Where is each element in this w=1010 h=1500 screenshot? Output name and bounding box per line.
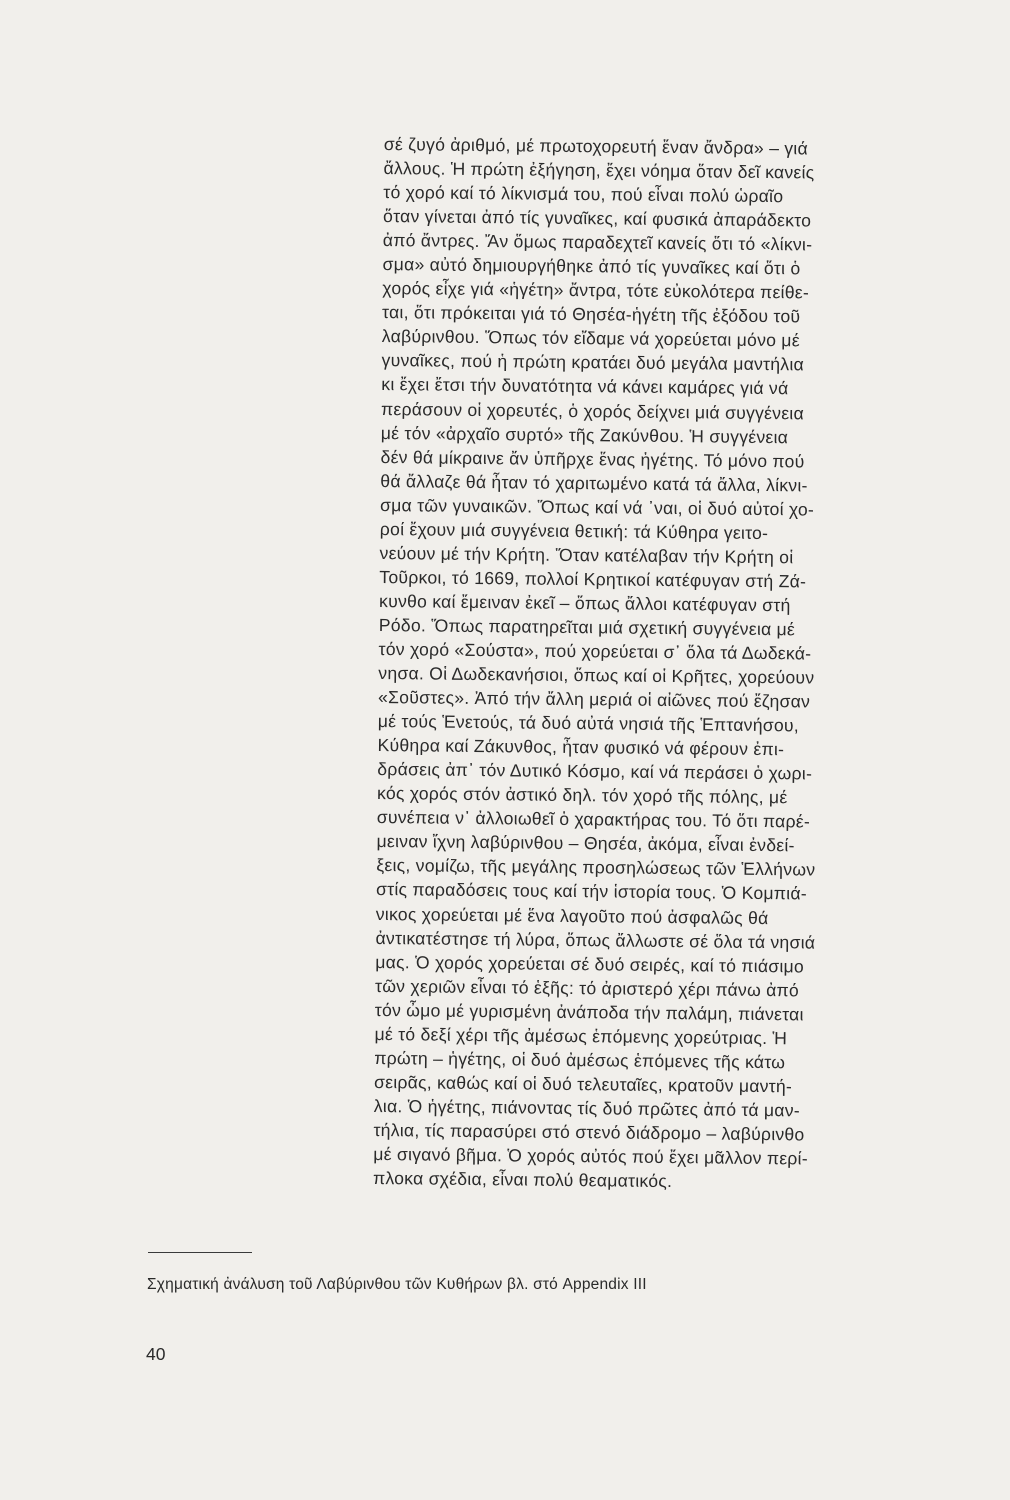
text-line: μας. Ὁ χορός χορεύεται σέ δυό σειρές, καί τό πιάσιμο: [375, 951, 805, 977]
text-line: πρώτη – ἡγέτης, οἱ δυό ἀμέσως ἑπόμενες τῆς κάτω: [374, 1047, 786, 1073]
text-line: μέ τό δεξί χέρι τῆς ἀμέσως ἑπόμενης χορεύτριας. Ἡ: [374, 1023, 788, 1049]
text-line: θά ἄλλαζε θά ἦταν τό χαριτωμένο κατά τά ἄλλα, λίκνι-: [380, 470, 808, 496]
text-line: περάσουν οἱ χορευτές, ὁ χορός δείχνει μιά συγγένεια: [380, 398, 805, 423]
text-line: ἀντικατέστησε τή λύρα, ὅπως ἄλλωστε σέ ὅλα τά νησιά: [375, 927, 816, 953]
text-line: Τοῦρκοι, τό 1669, πολλοί Κρητικοί κατέφυγαν στή Ζά-: [379, 566, 807, 592]
text-line: τόν ὦμο μέ γυρισμένη ἀνάποδα τήν παλάμη, πιάνεται: [374, 999, 804, 1025]
text-line: ται, ὅτι πρόκειται γιά τό Θησέα-ἡγέτη τῆς ἐξόδου τοῦ: [382, 302, 801, 327]
text-line: πλοκα σχέδια, εἶναι πολύ θεαματικός.: [372, 1167, 673, 1192]
text-line: τῶν χεριῶν εἶναι τό ἑξῆς: τό ἀριστερό χέρι πάνω ἀπό: [374, 975, 800, 1001]
text-line: στίς παραδόσεις τους καί τήν ἱστορία τους. Ὁ Κομπιά-: [375, 879, 808, 904]
text-line: μειναν ἴχνη λαβύρινθου – Θησέα, ἀκόμα, εἶναι ἐνδεί-: [376, 831, 795, 856]
text-line: λαβύρινθου. Ὅπως τόν εἴδαμε νά χορεύεται μόνο μέ: [381, 326, 800, 351]
text-line: Ρόδο. Ὅπως παρατηρεῖται μιά σχετική συγγένεια μέ: [378, 614, 796, 640]
text-line: δράσεις ἀπ᾽ τόν Δυτικό Κόσμο, καί νά περάσει ὁ χωρι-: [377, 759, 813, 784]
footnote: Σχηματική ἀνάλυση τοῦ Λαβύρινθου τῶν Κυθήρων βλ. στό Appendix III: [147, 1276, 647, 1293]
text-line: συνέπεια ν᾽ ἀλλοιωθεῖ ὁ χαρακτήρας του. Τό ὅτι παρέ-: [376, 807, 811, 832]
text-line: μέ σιγανό βῆμα. Ὁ χορός αὐτός πού ἔχει μᾶλλον περί-: [373, 1143, 809, 1169]
text-line: δέν θά μίκραινε ἄν ὑπῆρχε ἕνας ἡγέτης. Τό μόνο πού: [380, 446, 805, 472]
text-line: ὅταν γίνεται ἀπό τίς γυναῖκες, καί φυσικά ἀπαράδεκτο: [383, 206, 812, 231]
text-line: σειρᾶς, καθώς καί οἱ δυό τελευταῖες, κρατοῦν μαντή-: [373, 1071, 793, 1097]
text-line: μέ τούς Ἑνετούς, τά δυό αὐτά νησιά τῆς Ἑπτανήσου,: [377, 711, 800, 736]
text-line: Κύθηρα καί Ζάκυνθος, ἦταν φυσικό νά φέρουν ἐπι-: [377, 735, 785, 760]
footnote-separator: [148, 1252, 252, 1253]
text-line: νησα. Οἱ Δωδεκανήσιοι, ὅπως καί οἱ Κρῆτες, χορεύουν: [378, 663, 815, 688]
text-line: λια. Ὁ ἡγέτης, πιάνοντας τίς δυό πρῶτες ἀπό τά μαν-: [373, 1095, 801, 1121]
text-line: ἀπό ἄντρες. Ἄν ὅμως παραδεχτεῖ κανείς ὅτι τό «λίκνι-: [382, 230, 813, 255]
text-line: ἄλλους. Ἡ πρώτη ἐξήγηση, ἔχει νόημα ὅταν δεῖ κανείς: [383, 158, 815, 183]
text-line: κός χορός στόν ἀστικό δηλ. τόν χορό τῆς πόλης, μέ: [376, 783, 788, 808]
text-line: νικος χορεύεται μέ ἕνα λαγοῦτο πού ἀσφαλῶς θά: [375, 903, 769, 928]
text-line: μέ τόν «ἀρχαῖο συρτό» τῆς Ζακύνθου. Ἡ συγγένεια: [380, 422, 789, 447]
text-line: τήλια, τίς παρασύρει στό στενό διάδρομο – λαβύρινθο: [373, 1119, 805, 1145]
text-line: σμα» αὐτό δημιουργήθηκε ἀπό τίς γυναῖκες καί ὅτι ὁ: [382, 254, 801, 279]
text-line: γυναῖκες, πού ἡ πρώτη κρατάει δυό μεγάλα μαντήλια: [381, 350, 805, 375]
body-paragraph: [373, 132, 929, 1196]
text-line: ροί ἔχουν μιά συγγένεια θετική: τά Κύθηρα γειτο-: [379, 518, 769, 543]
text-line: «Σοῦστες». Ἀπό τήν ἄλλη μεριά οἱ αἰῶνες πού ἔζησαν: [377, 687, 811, 712]
text-line: τό χορό καί τό λίκνισμά του, πού εἶναι πολύ ὡραῖο: [383, 182, 784, 207]
text-line: ξεις, νομίζω, τῆς μεγάλης προσηλώσεως τῶν Ἑλλήνων: [376, 855, 816, 880]
text-line: κυνθο καί ἔμειναν ἐκεῖ – ὅπως ἄλλοι κατέφυγαν στή: [378, 590, 791, 616]
text-line: σέ ζυγό ἀριθμό, μέ πρωτοχορευτή ἕναν ἄνδρα» – γιά: [383, 133, 809, 159]
text-line: νεύουν μέ τήν Κρήτη. Ὅταν κατέλαβαν τήν Κρήτη οἱ: [379, 542, 794, 568]
text-line: χορός εἶχε γιά «ἡγέτη» ἄντρα, τότε εὐκολότερα πείθε-: [382, 278, 810, 303]
text-line: κι ἔχει ἔτσι τήν δυνατότητα νά κάνει καμάρες γιά νά: [381, 374, 789, 399]
text-line: τόν χορό «Σούστα», πού χορεύεται σ᾽ ὅλα τά Δωδεκά-: [378, 638, 812, 664]
text-line: σμα τῶν γυναικῶν. Ὅπως καί νά ᾽ναι, οἱ δυό αὐτοί χο-: [379, 494, 815, 520]
page-number: 40: [146, 1344, 166, 1364]
